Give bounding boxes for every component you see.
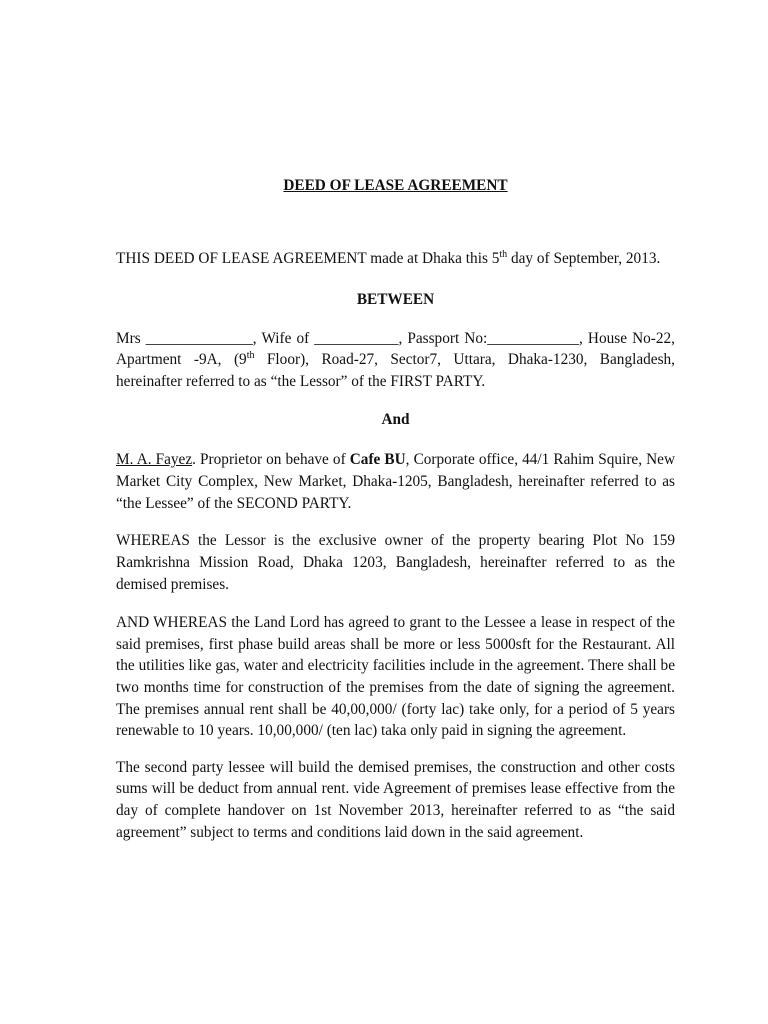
second-party-text-end: , Corporate office, 44/1 Rahim Squire, New Market City Complex, New Market, Dhaka-1205, Bangladesh, hereinafter referred to as “the Lessee” of the SECOND PARTY. — [116, 451, 675, 512]
and-whereas-paragraph: AND WHEREAS the Land Lord has agreed to grant to the Lessee a lease in respect of the said premises, first phase build areas shall be more or less 5000sft for the Restaurant. All the utilities like gas, water and electricity facilities include in the agreement. There shall be two months time for construction of the premises from the date of signing the agreement. The premises annual rent shall be 40,00,000/ (forty lac) take only, for a period of 5 years renewable to 10 years. 10,00,000/ (ten lac) taka only paid in signing the agreement. — [116, 614, 675, 740]
company-name: Cafe BU — [349, 451, 406, 469]
first-party-paragraph — [116, 328, 675, 393]
date-ordinal-suffix: th — [499, 249, 508, 260]
first-party-text-start: Mrs ______________, Wife of ___________, Passport No:____________, House No-22, Apartment -9A, (9 — [116, 329, 675, 369]
floor-ordinal-suffix: th — [246, 350, 255, 362]
document-page — [116, 176, 675, 843]
lessee-name: M. A. Fayez — [116, 451, 193, 469]
intro-text-end: day of September, 2013. — [507, 250, 661, 267]
whereas-paragraph: WHEREAS the Lessor is the exclusive owner of the property bearing Plot No 159 Ramkrishna Mission Road, Dhaka 1203, Bangladesh, hereinafter referred to as the demised premises. — [116, 532, 675, 594]
intro-text-start: THIS DEED OF LEASE AGREEMENT made at Dhaka this 5 — [116, 250, 500, 267]
first-party-text-end: Floor), Road-27, Sector7, Uttara, Dhaka-1230, Bangladesh, hereinafter referred to as “the Lessor” of the FIRST PARTY. — [116, 351, 675, 390]
and-heading: And — [381, 411, 410, 429]
intro-paragraph — [116, 248, 675, 270]
second-party-text-start: . Proprietor on behave of — [192, 451, 350, 469]
between-heading: BETWEEN — [356, 290, 435, 308]
closing-paragraph: The second party lessee will build the demised premises, the construction and other costs sums will be deduct from annual rent. vide Agreement of premises lease effective from the day of complete handover on 1st November 2013, hereinafter referred to as “the said agreement” subject to terms and conditions laid down in the said agreement. — [116, 758, 675, 841]
document-title: DEED OF LEASE AGREEMENT — [283, 177, 508, 194]
second-party-paragraph — [116, 449, 675, 514]
